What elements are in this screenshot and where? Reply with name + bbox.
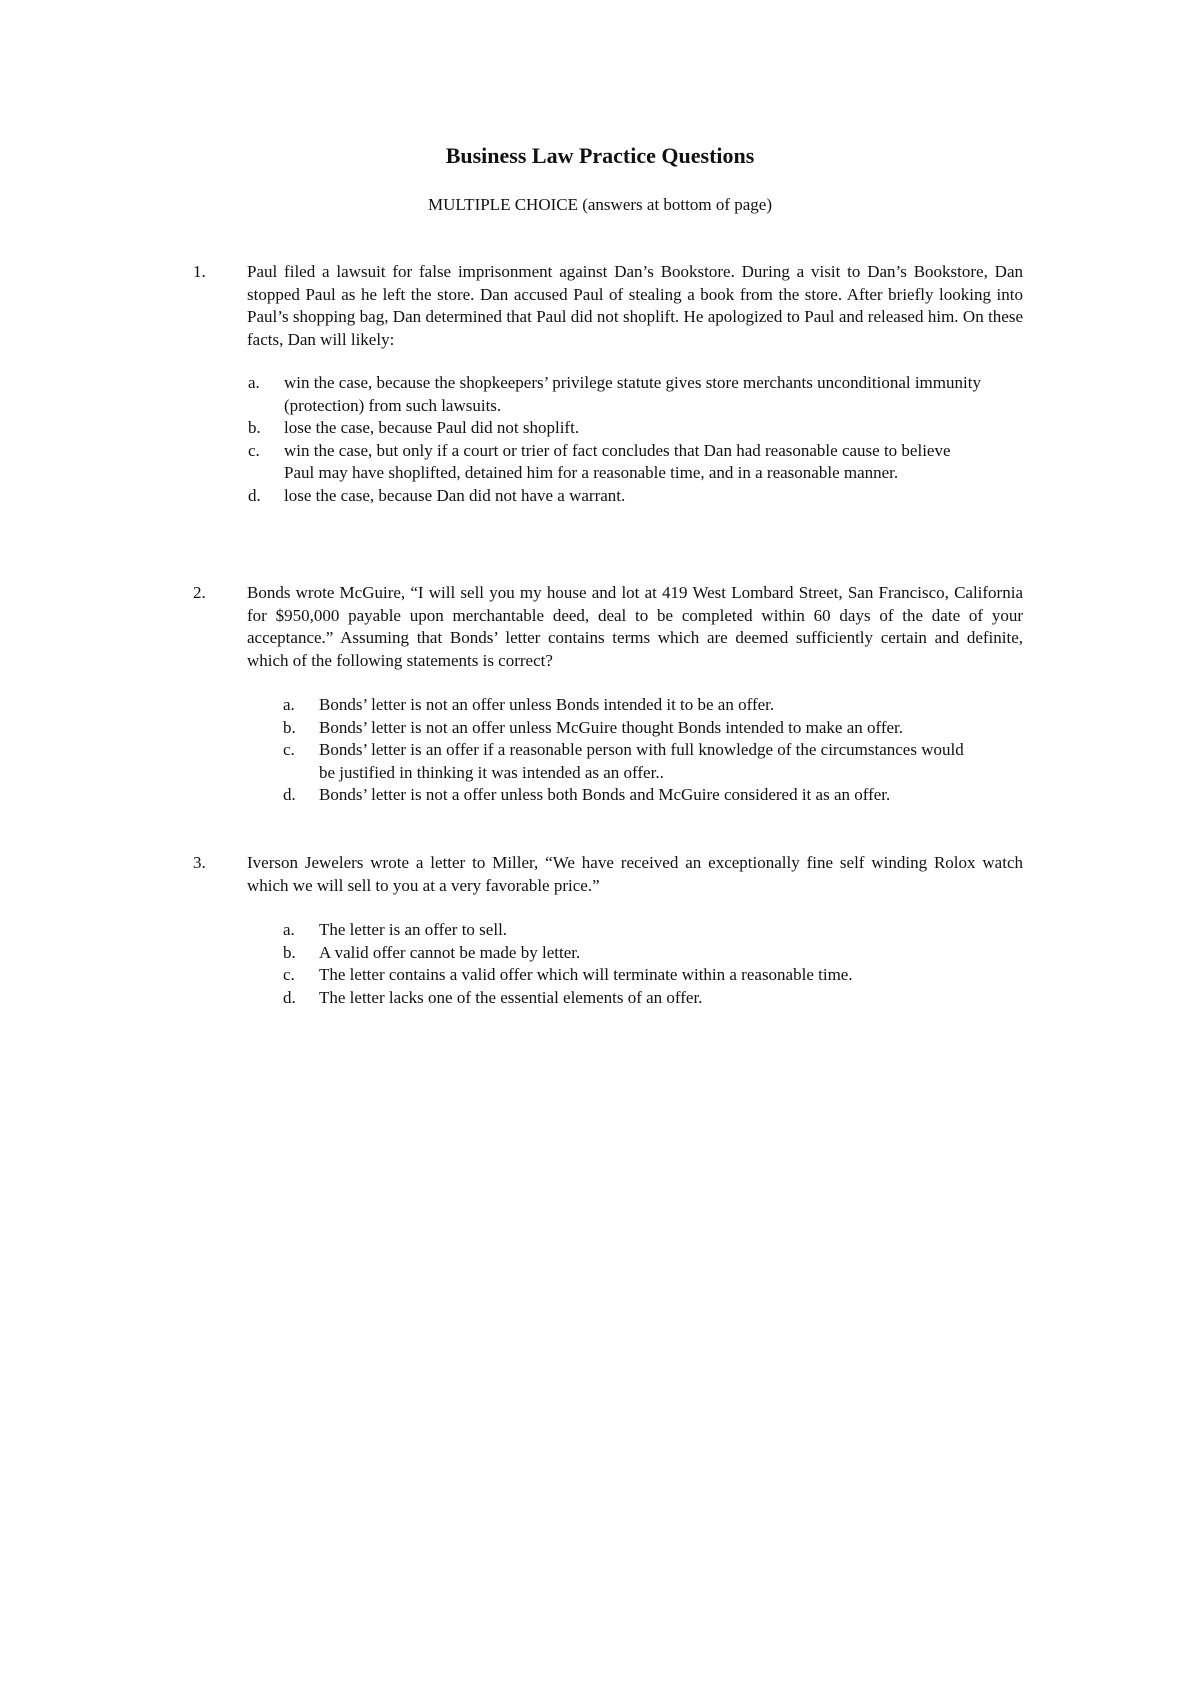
question-number: 3. — [193, 853, 206, 872]
option-text: Bonds’ letter is not a offer unless both Bonds and McGuire considered it as an offer. — [319, 785, 891, 804]
page-subtitle: MULTIPLE CHOICE (answers at bottom of page) — [427, 195, 773, 214]
option-text: Bonds’ letter is not an offer unless McGuire thought Bonds intended to make an offer. — [319, 717, 904, 737]
option-text: win the case, but only if a court or trier of fact concludes that Dan had reasonable cause to believe Paul may have shoplifted, detained him for a reasonable time, and in a reasonable manner. — [284, 440, 951, 482]
option-letter: b. — [283, 942, 296, 962]
option-text: Bonds’ letter is an offer if a reasonable person with full knowledge of the circumstances would be justified in thinking it was intended as an offer.. — [319, 740, 964, 782]
option-letter: d. — [248, 485, 261, 505]
option-letter: b. — [248, 418, 261, 437]
answer-options — [248, 372, 983, 507]
option-letter: d. — [283, 785, 296, 804]
answer-option-d — [283, 987, 983, 1010]
option-text: lose the case, because Dan did not have a warrant. — [284, 485, 626, 505]
answer-options — [283, 919, 983, 1009]
question-text: Bonds wrote McGuire, “I will sell you my house and lot at 419 West Lombard Street, San Francisco, California for $950,000 payable upon merchantable deed, deal to be completed within 60 days of the date of your acceptance.” Assuming that Bonds’ letter contains terms which are deemed sufficiently certain and definite, which of the following statements is correct? — [247, 583, 1023, 670]
option-letter: c. — [248, 440, 260, 460]
answer-option-a — [248, 372, 983, 417]
answer-option-b — [248, 417, 983, 440]
option-text: The letter lacks one of the essential elements of an offer. — [319, 987, 703, 1007]
option-letter: d. — [283, 987, 296, 1007]
option-letter: b. — [283, 717, 296, 737]
answer-option-c — [248, 440, 983, 485]
option-letter: c. — [283, 965, 295, 984]
question-number: 1. — [193, 262, 206, 281]
option-letter: a. — [248, 373, 260, 392]
question-text: Paul filed a lawsuit for false imprisonment against Dan’s Bookstore. During a visit to Dan’s Bookstore, Dan stopped Paul as he left the store. Dan accused Paul of stealing a book from the store. After briefly looking into Paul’s shopping bag, Dan determined that Paul did not shoplift. He apologized to Paul and released him. On these facts, Dan will likely: — [247, 262, 1023, 349]
option-text: Bonds’ letter is not an offer unless Bonds intended it to be an offer. — [319, 695, 775, 714]
option-text: A valid offer cannot be made by letter. — [319, 942, 581, 962]
question-text: Iverson Jewelers wrote a letter to Miller, “We have received an exceptionally fine self winding Rolox watch which we will sell to you at a very favorable price.” — [247, 853, 1023, 895]
answer-option-d — [248, 485, 983, 508]
answer-option-a — [283, 694, 983, 717]
option-letter: a. — [283, 695, 295, 714]
answer-option-d — [283, 784, 983, 807]
option-text: The letter contains a valid offer which will terminate within a reasonable time. — [319, 965, 853, 984]
answer-options — [283, 694, 983, 807]
question-number: 2. — [193, 583, 206, 602]
question-3 — [193, 852, 1023, 1009]
option-text: The letter is an offer to sell. — [319, 920, 508, 939]
option-text: win the case, because the shopkeepers’ privilege statute gives store merchants unconditional immunity (protection) from such lawsuits. — [284, 373, 981, 415]
answer-option-b — [283, 942, 983, 965]
option-text: lose the case, because Paul did not shoplift. — [284, 418, 580, 437]
page-title: Business Law Practice Questions — [445, 143, 755, 168]
option-letter: c. — [283, 740, 295, 759]
option-letter: a. — [283, 920, 295, 939]
answer-option-c — [283, 964, 983, 987]
answer-option-a — [283, 919, 983, 942]
answer-option-b — [283, 717, 983, 740]
question-1 — [193, 261, 1023, 507]
answer-option-c — [283, 739, 983, 784]
question-2 — [193, 582, 1023, 807]
